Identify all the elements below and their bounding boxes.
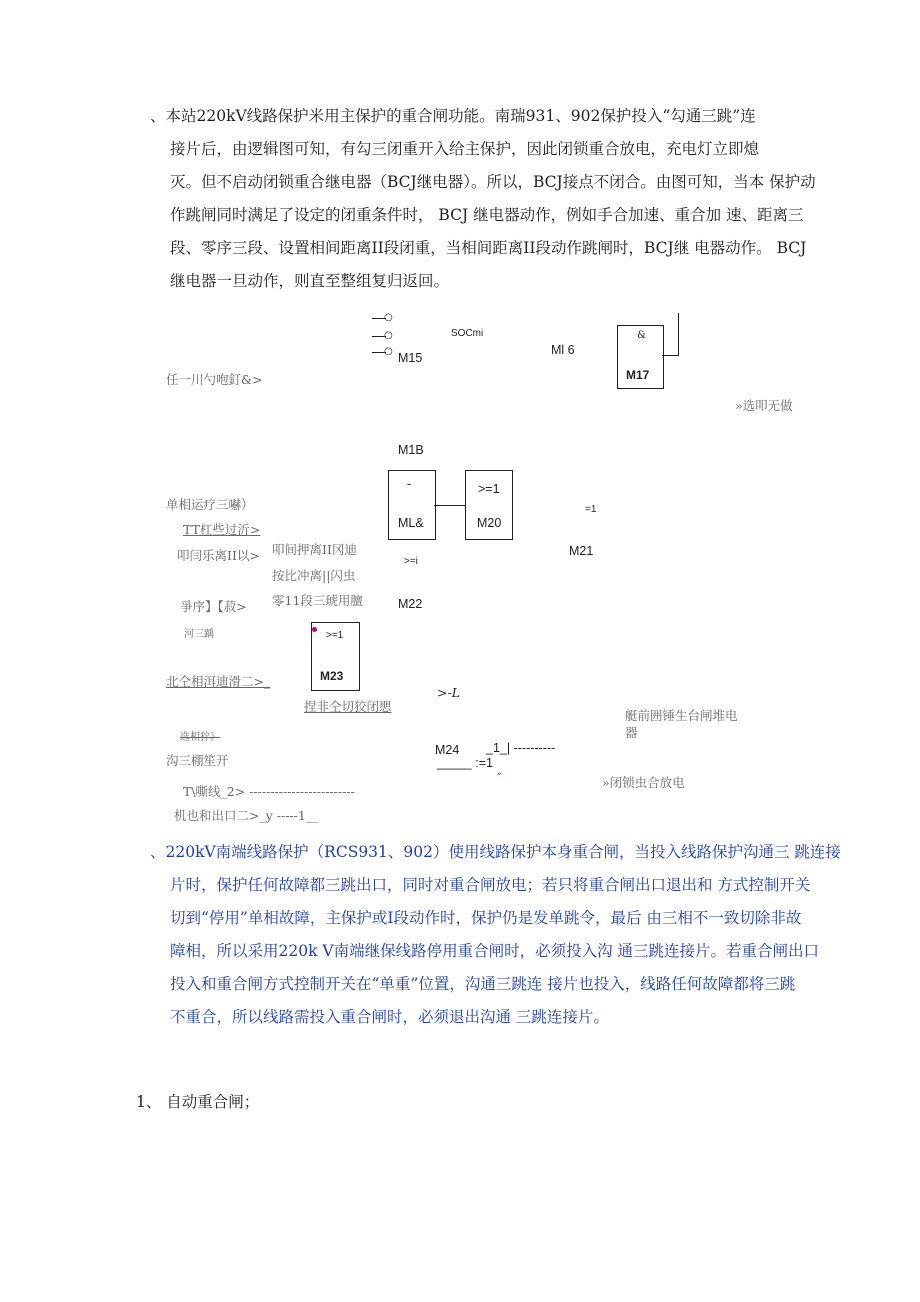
connector-line xyxy=(662,355,679,356)
input-label: 沟三棚笙开 xyxy=(166,753,229,768)
and-gate-m17 xyxy=(617,325,664,389)
block-label-m16: Ml 6 xyxy=(551,343,575,357)
contact-symbol-icon: ○ xyxy=(384,330,393,341)
or-label: >=i xyxy=(404,556,418,567)
paragraph-2-line: 投入和重合闸方式控制开关在“单重”位置，沟通三跳连 接片也投入，线路任何故障都将三跳 xyxy=(170,975,796,993)
paragraph-2-line: 不重合，所以线路需投入重合闸时，必须退出沟通 三跳连接片。 xyxy=(170,1008,609,1026)
input-label: 叩间押离II冈迪 xyxy=(272,542,357,557)
or-gate-m20 xyxy=(465,470,513,540)
block-label-m23: M23 xyxy=(320,669,344,683)
paragraph-2-line: 障相，所以采用220k V南端继保线路停用重合闸时，必须投入沟 通三跳连接片。若重合闸出口 xyxy=(170,942,820,960)
input-label: 捏非仝切狡闭愳 xyxy=(304,699,392,714)
section-heading: 1、 自动重合闸； xyxy=(136,1093,260,1111)
xor-label: =1 xyxy=(585,504,597,515)
output-label: »选叩无做 xyxy=(735,398,793,413)
block-label-ml8: ML& xyxy=(398,516,424,530)
block-label-m24: M24 xyxy=(435,743,460,757)
contact-symbol-icon: ○ xyxy=(384,312,393,323)
gate-ml8 xyxy=(388,470,436,540)
connector-line xyxy=(434,505,465,506)
and-symbol: & xyxy=(637,330,646,341)
block-label-m21: M21 xyxy=(569,544,594,558)
marker-dot-icon xyxy=(312,627,317,632)
or-symbol: >=1 xyxy=(478,482,500,496)
paragraph-2-line: 、220kV南端线路保护（RCS931、902）使用线路保护本身重合闸，当投入线路保护沟通三 跳连接 xyxy=(150,843,841,861)
gt-label: >-L xyxy=(437,685,460,700)
block-label-m20: M20 xyxy=(477,516,502,530)
block-label-m15: M15 xyxy=(398,351,423,365)
contact-symbol-icon: ○ xyxy=(384,346,393,357)
gate-symbol: - xyxy=(407,477,412,491)
paragraph-1 xyxy=(150,100,830,298)
input-label: 按比冲离||闪虫 xyxy=(272,568,356,583)
m24-line: _1_| ---------- xyxy=(486,741,556,755)
input-label: 任一川勺咆釘&> xyxy=(166,372,263,387)
input-label: 零11段三琥用膻 xyxy=(272,593,363,608)
input-label: TT杠些过沂> xyxy=(183,522,261,537)
paragraph-2-line: 切到“停用”单相故障，主保护或I段动作时，保护仍是发单跳令，最后 由三相不一致切除非故 xyxy=(170,909,802,927)
paragraph-1-line: 灭。但不启动闭锁重合继电器（BCJ继电器）。所以，BCJ接点不闭合。由图可知，当本 保护动 xyxy=(170,173,816,191)
output-label: 器 xyxy=(625,725,638,740)
input-label: 河三踽 xyxy=(184,629,214,640)
m24-eq: _____ :=1 xyxy=(437,756,493,770)
input-label: 单相运疗三嚇） xyxy=(166,497,254,512)
paragraph-1-line: 接片后，由逻辑图可知，有勾三闭重开入给主保护，因此闭锁重合放电，充电灯立即熄 xyxy=(170,140,760,158)
block-label-m1b: M1B xyxy=(398,443,424,457)
paragraph-1-line: 作跳闸同时满足了设定的闭重条件时， BCJ 继电器动作，例如手合加速、重合加 速、距离三 xyxy=(170,206,804,224)
output-label: 艇前囲锤生台闸堆电 xyxy=(625,708,738,723)
socmi-label: SOCmi xyxy=(451,328,484,339)
input-label: 北仝相洱迪滑二>_ xyxy=(166,674,271,689)
quote-mark: ″ xyxy=(497,770,502,785)
paragraph-1-line: 、本站220kV线路保护米用主保护的重合闸功能。南瑞931、902保护投入“勾通三跳”连 xyxy=(150,107,756,125)
paragraph-1-line: 继电器一旦动作，则直至整组复归返回。 xyxy=(170,272,450,290)
paragraph-1-line: 段、零序三段、设置相间距离II段闭重，当相间距离II段动作跳闸时，BCJ继 电器动作。 BCJ xyxy=(170,239,807,257)
input-label: T\嘶线_2> ------------------------- xyxy=(183,784,355,799)
connector-line xyxy=(678,313,679,355)
or-symbol: >=1 xyxy=(326,630,344,641)
input-label: 机也和出口二>_y -----1__ xyxy=(174,808,319,823)
or-gate-m23 xyxy=(311,622,360,691)
block-label-m17: M17 xyxy=(626,368,650,382)
input-label: 叩闫乐离II以> xyxy=(177,548,260,563)
input-label: 爭序】【菽> xyxy=(180,599,247,614)
paragraph-2-line: 片时，保护任何故障都三跳出口，同时对重合闸放电；若只将重合闸出口退出和 方式控制开关 xyxy=(170,876,811,894)
input-label: 选相狞》 xyxy=(180,732,220,743)
paragraph-2 xyxy=(150,836,841,1034)
block-label-m22: M22 xyxy=(398,597,423,611)
output-label: »闭锁虫合放电 xyxy=(602,775,685,790)
